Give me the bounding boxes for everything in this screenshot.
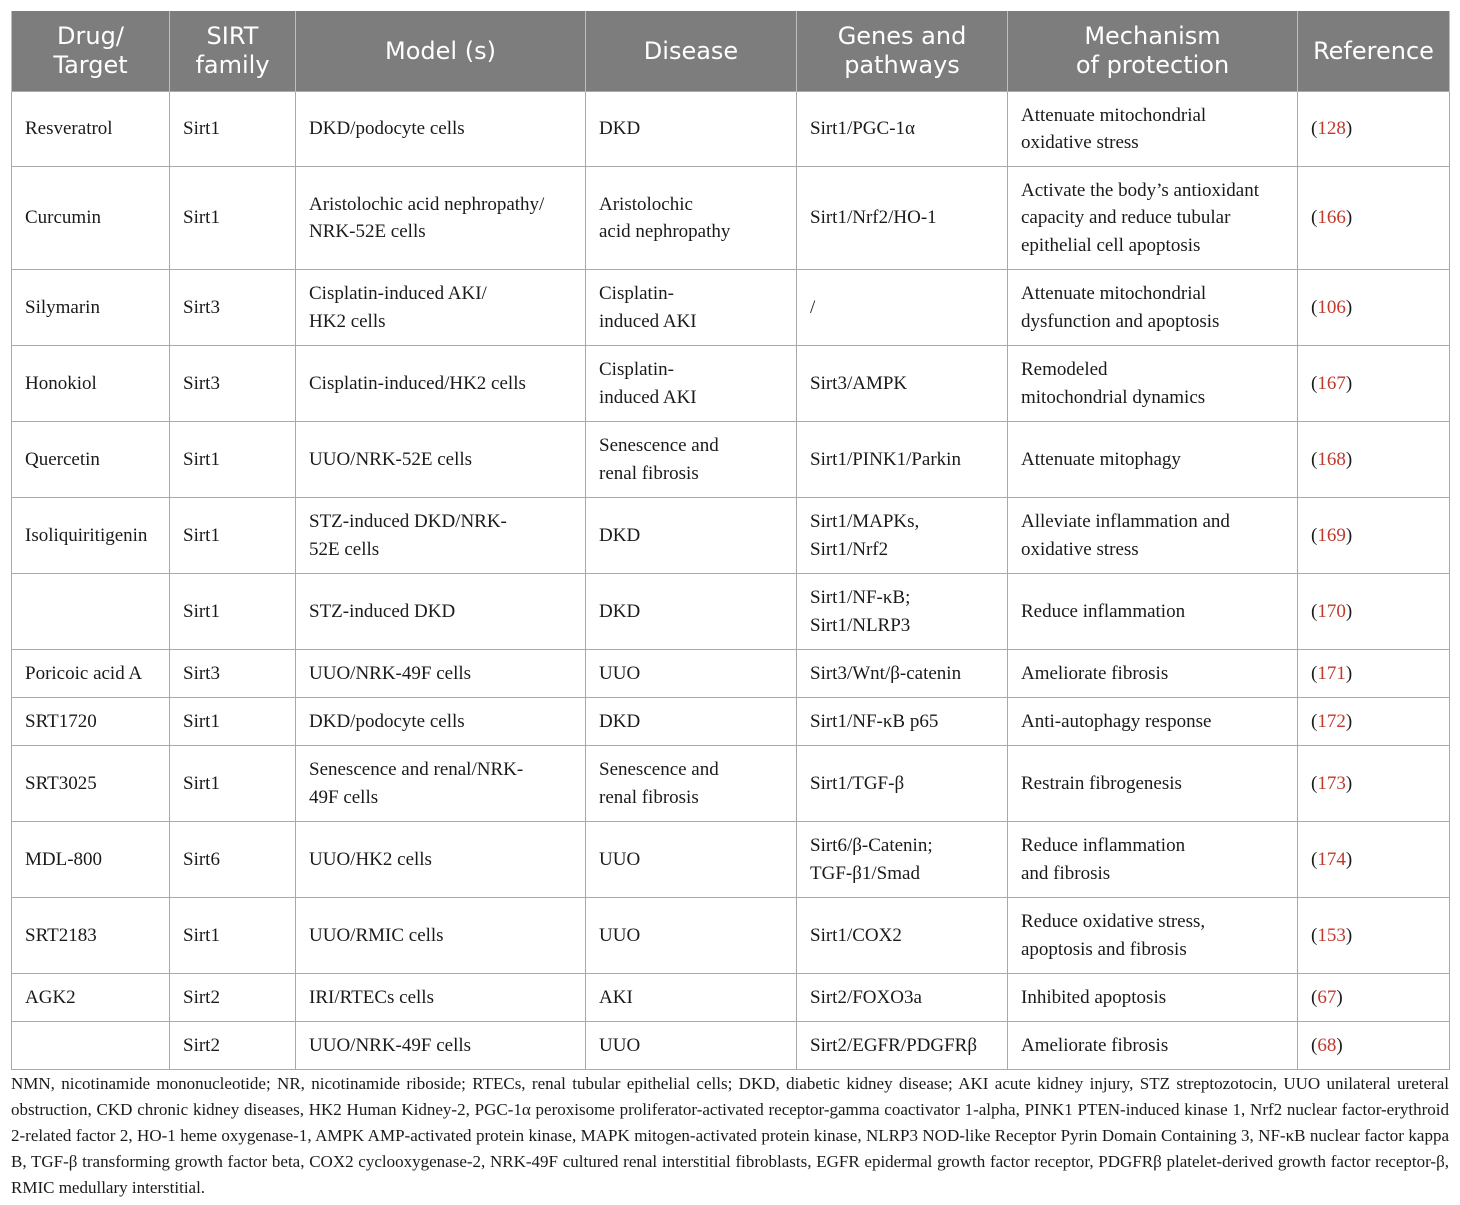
cell-drug: SRT1720 [12,698,170,746]
cell-sirt-family: Sirt1 [170,898,296,974]
cell-disease: Cisplatin- induced AKI [586,270,797,346]
cell-mechanism: Alleviate inflammation and oxidative stress [1008,498,1298,574]
reference-link[interactable]: 169 [1317,524,1346,546]
cell-drug: Curcumin [12,167,170,270]
cell-sirt-family: Sirt1 [170,422,296,498]
cell-genes: Sirt2/EGFR/PDGFRβ [797,1022,1008,1070]
cell-model: Aristolochic acid nephropathy/ NRK-52E cells [296,167,586,270]
header-row [12,11,1450,92]
cell-disease: DKD [586,574,797,650]
cell-drug: AGK2 [12,974,170,1022]
cell-sirt-family: Sirt1 [170,167,296,270]
cell-reference: (168) [1298,422,1450,498]
cell-drug [12,1022,170,1070]
cell-disease: UUO [586,822,797,898]
cell-disease: DKD [586,498,797,574]
table-row [12,498,1450,574]
header-disease: Disease [586,11,797,92]
cell-reference: (172) [1298,698,1450,746]
cell-drug: Honokiol [12,346,170,422]
cell-model: Cisplatin-induced/HK2 cells [296,346,586,422]
table-row [12,746,1450,822]
reference-link[interactable]: 68 [1317,1034,1337,1056]
reference-link[interactable]: 128 [1317,118,1346,140]
cell-genes: Sirt1/NF-κB; Sirt1/NLRP3 [797,574,1008,650]
cell-drug: Poricoic acid A [12,650,170,698]
cell-genes: Sirt1/COX2 [797,898,1008,974]
reference-link[interactable]: 153 [1317,924,1346,946]
cell-model: Cisplatin-induced AKI/ HK2 cells [296,270,586,346]
cell-sirt-family: Sirt1 [170,92,296,167]
cell-drug: Silymarin [12,270,170,346]
cell-mechanism: Restrain fibrogenesis [1008,746,1298,822]
cell-model: IRI/RTECs cells [296,974,586,1022]
cell-sirt-family: Sirt6 [170,822,296,898]
data-table [11,11,1450,1070]
cell-model: UUO/NRK-52E cells [296,422,586,498]
cell-mechanism: Anti-autophagy response [1008,698,1298,746]
cell-reference: (170) [1298,574,1450,650]
table-row [12,698,1450,746]
reference-link[interactable]: 167 [1317,372,1346,394]
cell-mechanism: Inhibited apoptosis [1008,974,1298,1022]
cell-model: DKD/podocyte cells [296,698,586,746]
table-row [12,650,1450,698]
cell-mechanism: Ameliorate fibrosis [1008,1022,1298,1070]
cell-disease: AKI [586,974,797,1022]
cell-drug: Resveratrol [12,92,170,167]
cell-genes: Sirt2/FOXO3a [797,974,1008,1022]
cell-disease: Senescence and renal fibrosis [586,746,797,822]
cell-reference: (169) [1298,498,1450,574]
cell-model: UUO/NRK-49F cells [296,1022,586,1070]
cell-genes: Sirt1/PGC-1α [797,92,1008,167]
cell-genes: Sirt6/β-Catenin; TGF-β1/Smad [797,822,1008,898]
footnote: NMN, nicotinamide mononucleotide; NR, nicotinamide riboside; RTECs, renal tubular epithelial cells; DKD, diabetic kidney disease; AKI acute kidney injury, STZ streptozotocin, UUO unilateral ureteral obstruction, CKD chronic kidney diseases, HK2 Human Kidney-2, PGC-1α peroxisome proliferator-activated receptor-gamma coactivator 1-alpha, PINK1 PTEN-induced kinase 1, Nrf2 nuclear factor-erythroid 2-related factor 2, HO-1 heme oxygenase-1, AMPK AMP-activated protein kinase, MAPK mitogen-activated protein kinase, NLRP3 NOD-like Receptor Pyrin Domain Containing 3, NF-κB nuclear factor kappa B, TGF-β transforming growth factor beta, COX2 cyclooxygenase-2, NRK-49F cultured renal interstitial fibroblasts, EGFR epidermal growth factor receptor, PDGFRβ platelet-derived growth factor receptor-β, RMIC medullary interstitial. [11,1074,1449,1197]
cell-reference: (174) [1298,822,1450,898]
table-row [12,346,1450,422]
cell-mechanism: Reduce inflammation and fibrosis [1008,822,1298,898]
cell-genes: Sirt1/PINK1/Parkin [797,422,1008,498]
cell-disease: Aristolochic acid nephropathy [586,167,797,270]
cell-sirt-family: Sirt3 [170,346,296,422]
cell-drug: Quercetin [12,422,170,498]
cell-disease: UUO [586,650,797,698]
table-row [12,574,1450,650]
cell-drug [12,574,170,650]
table-container [11,11,1449,1070]
cell-genes: Sirt3/Wnt/β-catenin [797,650,1008,698]
cell-mechanism: Attenuate mitophagy [1008,422,1298,498]
table-row [12,822,1450,898]
cell-reference: (68) [1298,1022,1450,1070]
reference-link[interactable]: 172 [1317,710,1346,732]
cell-genes: Sirt3/AMPK [797,346,1008,422]
cell-model: STZ-induced DKD/NRK- 52E cells [296,498,586,574]
cell-reference: (167) [1298,346,1450,422]
cell-mechanism: Attenuate mitochondrial oxidative stress [1008,92,1298,167]
cell-disease: DKD [586,92,797,167]
cell-disease: DKD [586,698,797,746]
cell-reference: (173) [1298,746,1450,822]
table-row [12,167,1450,270]
cell-mechanism: Attenuate mitochondrial dysfunction and apoptosis [1008,270,1298,346]
cell-genes: Sirt1/TGF-β [797,746,1008,822]
cell-disease: UUO [586,898,797,974]
reference-link[interactable]: 174 [1317,848,1346,870]
cell-sirt-family: Sirt1 [170,746,296,822]
cell-sirt-family: Sirt3 [170,270,296,346]
cell-model: Senescence and renal/NRK- 49F cells [296,746,586,822]
cell-disease: UUO [586,1022,797,1070]
cell-reference: (128) [1298,92,1450,167]
cell-sirt-family: Sirt3 [170,650,296,698]
cell-genes: / [797,270,1008,346]
cell-mechanism: Ameliorate fibrosis [1008,650,1298,698]
cell-genes: Sirt1/Nrf2/HO-1 [797,167,1008,270]
cell-genes: Sirt1/MAPKs, Sirt1/Nrf2 [797,498,1008,574]
reference-link[interactable]: 168 [1317,448,1346,470]
cell-sirt-family: Sirt2 [170,974,296,1022]
header-models: Model (s) [296,11,586,92]
cell-drug: MDL-800 [12,822,170,898]
cell-sirt-family: Sirt1 [170,574,296,650]
header-sirt-family: SIRT family [170,11,296,92]
header-mechanism: Mechanism of protection [1008,11,1298,92]
reference-link[interactable]: 166 [1317,207,1346,229]
cell-model: STZ-induced DKD [296,574,586,650]
table-row [12,1022,1450,1070]
header-genes-pathways: Genes and pathways [797,11,1008,92]
table-row [12,270,1450,346]
reference-link[interactable]: 106 [1317,296,1346,318]
table-row [12,92,1450,167]
reference-link[interactable]: 67 [1317,986,1337,1008]
cell-disease: Senescence and renal fibrosis [586,422,797,498]
cell-mechanism: Reduce oxidative stress, apoptosis and fibrosis [1008,898,1298,974]
cell-model: UUO/HK2 cells [296,822,586,898]
header-reference: Reference [1298,11,1450,92]
cell-drug: SRT3025 [12,746,170,822]
cell-model: UUO/RMIC cells [296,898,586,974]
reference-link[interactable]: 170 [1317,600,1346,622]
cell-sirt-family: Sirt1 [170,498,296,574]
table-row [12,974,1450,1022]
cell-mechanism: Activate the body’s antioxidant capacity and reduce tubular epithelial cell apoptosis [1008,167,1298,270]
cell-mechanism: Reduce inflammation [1008,574,1298,650]
table-body [12,92,1450,1070]
reference-link[interactable]: 173 [1317,772,1346,794]
cell-drug: SRT2183 [12,898,170,974]
cell-disease: Cisplatin- induced AKI [586,346,797,422]
cell-model: DKD/podocyte cells [296,92,586,167]
cell-drug: Isoliquiritigenin [12,498,170,574]
cell-genes: Sirt1/NF-κB p65 [797,698,1008,746]
cell-sirt-family: Sirt1 [170,698,296,746]
cell-reference: (106) [1298,270,1450,346]
cell-reference: (67) [1298,974,1450,1022]
table-row [12,898,1450,974]
cell-reference: (171) [1298,650,1450,698]
reference-link[interactable]: 171 [1317,662,1346,684]
cell-model: UUO/NRK-49F cells [296,650,586,698]
cell-sirt-family: Sirt2 [170,1022,296,1070]
cell-reference: (153) [1298,898,1450,974]
cell-mechanism: Remodeled mitochondrial dynamics [1008,346,1298,422]
cell-reference: (166) [1298,167,1450,270]
table-row [12,422,1450,498]
header-drug: Drug/ Target [12,11,170,92]
